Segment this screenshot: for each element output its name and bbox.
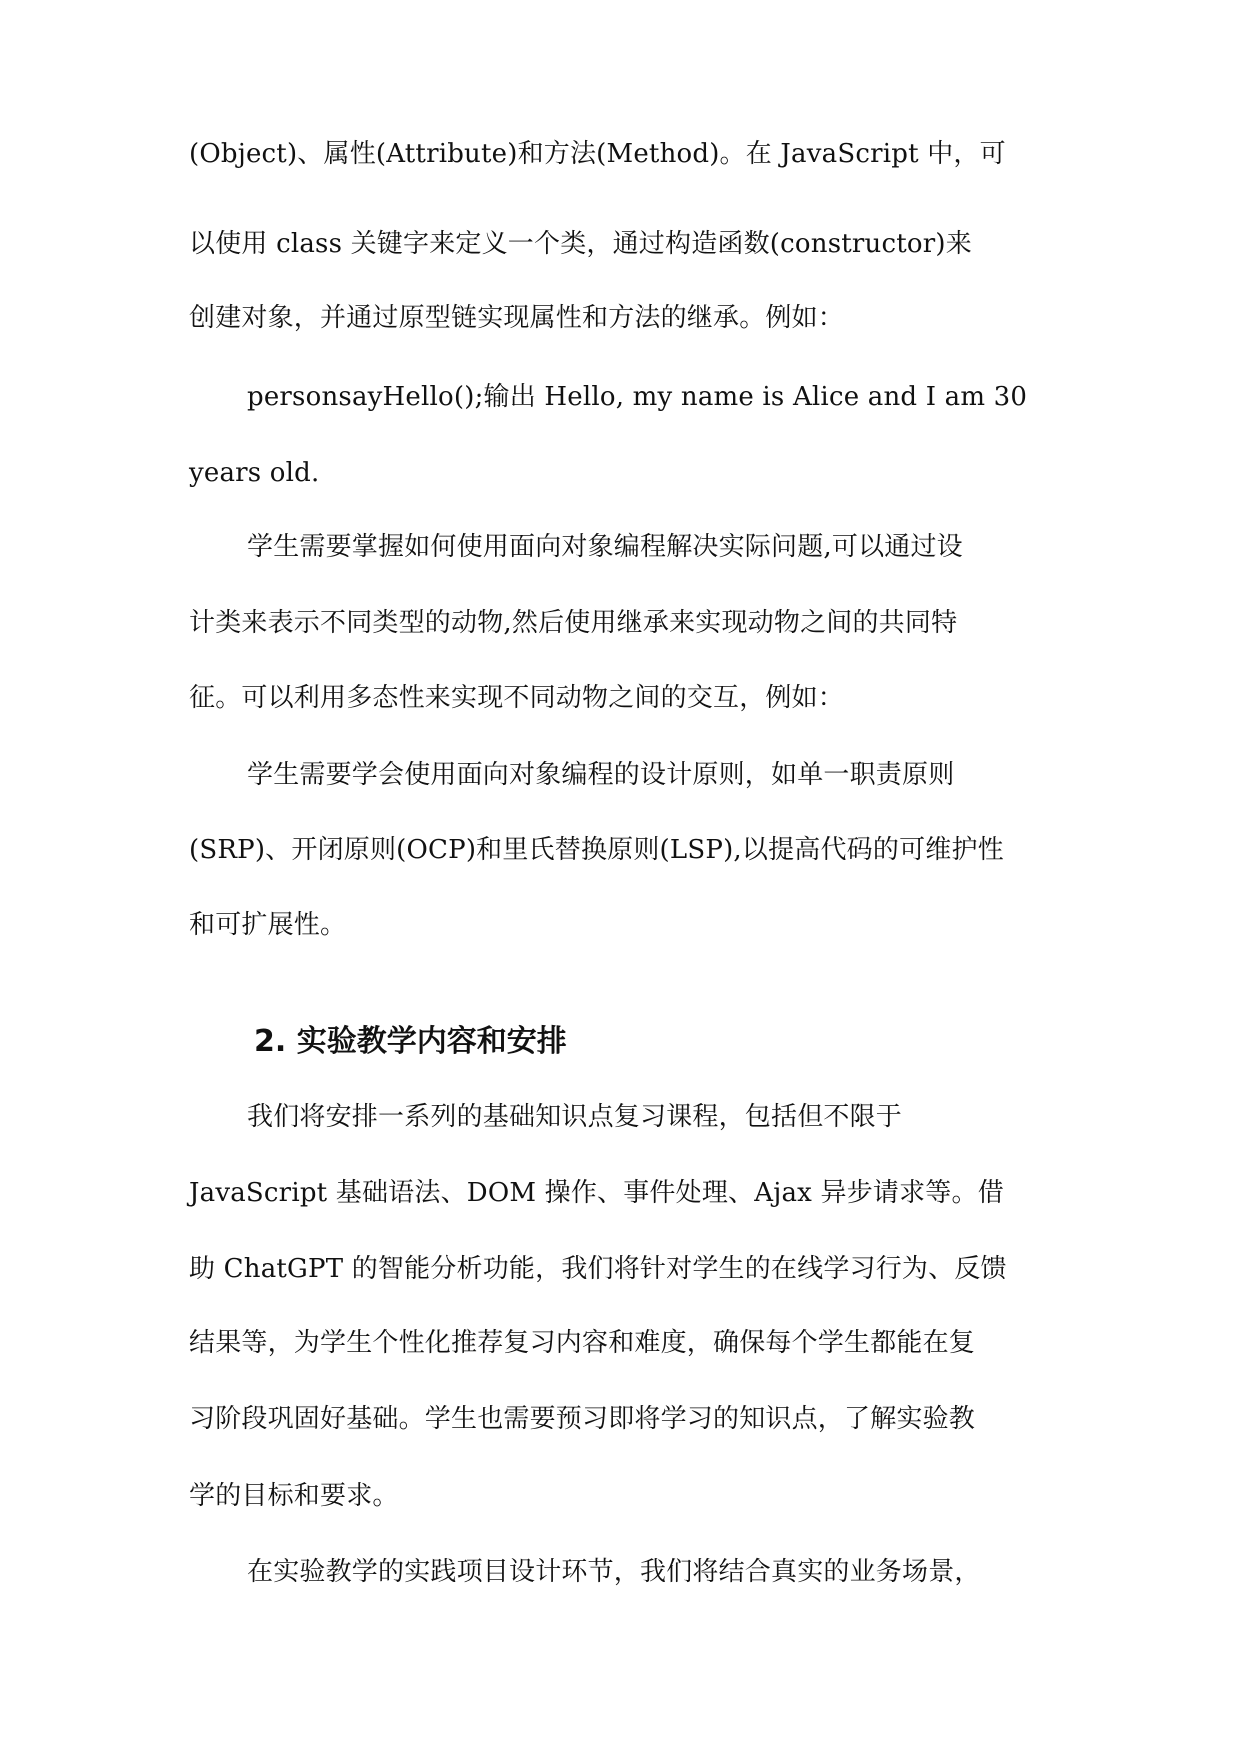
text-line: (Object)、属性(Attribute)和方法(Method)。在 JavaScript 中，可 — [189, 139, 1006, 169]
text-line: 结果等，为学生个性化推荐复习内容和难度，确保每个学生都能在复 — [189, 1328, 976, 1358]
text-line: 学的目标和要求。 — [189, 1481, 399, 1511]
section-heading: 2. 实验教学内容和安排 — [254, 1024, 567, 1059]
text-line: 助 ChatGPT 的智能分析功能，我们将针对学生的在线学习行为、反馈 — [189, 1254, 1007, 1284]
text-line: 计类来表示不同类型的动物,然后使用继承来实现动物之间的共同特 — [189, 608, 958, 638]
text-line: JavaScript 基础语法、DOM 操作、事件处理、Ajax 异步请求等。借 — [189, 1178, 1004, 1208]
text-line: 以使用 class 关键字来定义一个类，通过构造函数(constructor)来 — [189, 229, 972, 259]
text-line: 在实验教学的实践项目设计环节，我们将结合真实的业务场景， — [247, 1557, 981, 1587]
text-line: 我们将安排一系列的基础知识点复习课程，包括但不限于 — [247, 1102, 903, 1132]
text-line: years old. — [189, 458, 320, 488]
text-line: personsayHello();输出 Hello, my name is Alice and I am 30 — [247, 382, 1028, 412]
text-line: 征。可以利用多态性来实现不同动物之间的交互，例如： — [189, 683, 845, 713]
text-line: 创建对象，并通过原型链实现属性和方法的继承。例如： — [189, 303, 845, 333]
text-line: 习阶段巩固好基础。学生也需要预习即将学习的知识点，了解实验教 — [189, 1404, 976, 1434]
text-line: 和可扩展性。 — [189, 910, 347, 940]
text-line: 学生需要掌握如何使用面向对象编程解决实际问题,可以通过设 — [247, 532, 963, 562]
text-line: 学生需要学会使用面向对象编程的设计原则，如单一职责原则 — [247, 760, 955, 790]
text-line: (SRP)、开闭原则(OCP)和里氏替换原则(LSP),以提高代码的可维护性 — [189, 835, 1004, 865]
